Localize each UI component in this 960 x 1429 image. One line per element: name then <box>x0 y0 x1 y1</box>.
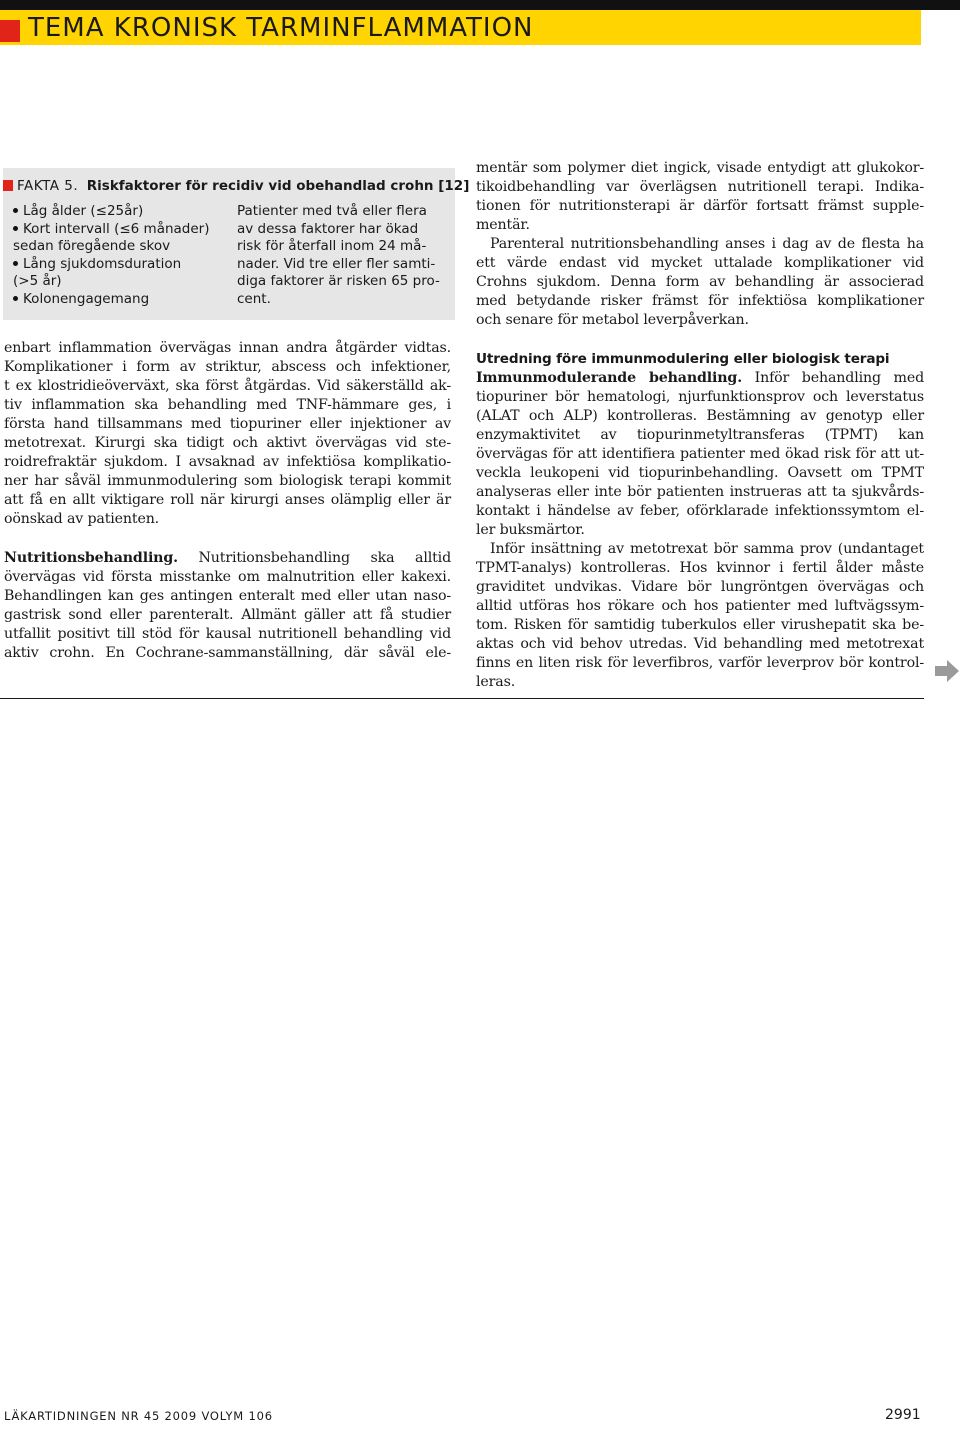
paragraph-nutrition: Nutritionsbehandling. Nutritionsbehandling ska alltid <box>4 550 451 566</box>
arrow-right-icon <box>933 657 960 685</box>
list-item: Kolonengagemang <box>13 291 210 309</box>
page-number: 2991 <box>885 1407 921 1423</box>
list-item: Låg ålder (≤25år) <box>13 203 210 221</box>
header-marker <box>0 20 20 42</box>
top-rule <box>0 0 960 10</box>
section-title: TEMA KRONISK TARMINFLAMMATION <box>28 13 534 43</box>
fact-box <box>3 168 470 320</box>
fact-label: FAKTA 5. <box>17 178 79 194</box>
divider <box>0 698 924 699</box>
section-header <box>0 10 921 45</box>
fact-box-note: Patienter med två eller flera av dessa faktorer har ökad risk för återfall inom 24 må- nader. Vid tre eller fler samti- diga faktorer är risken 65 pro- cent. <box>237 203 440 307</box>
body-column-left: enbart inflammation övervägas innan andra åtgärder vidtas. Komplikationer i form av striktur, abscess och infektioner, t ex klostridieöverväxt, ska först åtgärdas. Vid säkerställd ak- tiv inflammation ska behandling med TNF-hämmare ges, i första hand tillsammans med tiopuriner eller injektioner av metotrexat. Kirurgi ska tidigt och aktivt övervägas vid ste- roidrefraktär sjukdom. I avsaknad av infektiösa komplikatio- ner har såväl immunmodulering som biologisk terapi kommit att få en allt viktigare roll när kirurgi anses olämplig eller är oönskad av patienten. Nutritionsbehandling. Nutritionsbehandling ska alltid övervägas vid första misstanke om malnutrition eller kakexi. Behandlingen kan ges antingen enteralt med eller utan naso- gastrisk sond eller parenteralt. Allmänt gäller att få studier utfallit positivt till stöd för kausal nutritionell behandling vid aktiv crohn. En Cochrane-sammanställning, där såväl ele- <box>4 340 451 661</box>
run-in-heading: Immunmodulerande behandling. <box>476 370 742 386</box>
bullet-icon <box>13 226 18 231</box>
fact-box-heading <box>3 178 469 194</box>
list-item: Kort intervall (≤6 månader) <box>13 221 210 239</box>
paragraph-immunomodulation: Immunmodulerande behandling. Inför behandling med <box>476 370 924 386</box>
fact-title: Riskfaktorer för recidiv vid obehandlad crohn [12] <box>86 178 470 194</box>
risk-factor-list <box>13 203 210 308</box>
fact-marker <box>3 180 13 191</box>
run-in-heading: Nutritionsbehandling. <box>4 550 178 566</box>
footer-journal: LÄKARTIDNINGEN NR 45 2009 VOLYM 106 <box>4 1409 273 1423</box>
list-item-continuation: (>5 år) <box>13 273 62 289</box>
list-item: Lång sjukdomsduration <box>13 256 210 274</box>
body-column-right: mentär som polymer diet ingick, visade entydigt att glukokor- tikoidbehandling var överlägsen nutritionell terapi. Indika- tionen för nutritionsterapi är därför fortsatt främst supple- mentär. Parenteral nutritionsbehandling anses i dag av de flesta ha ett värde endast vid mycket uttalade komplikationer vid Crohns sjukdom. Denna form av behandling är associerad med betydande risker främst för infektiösa komplikationer och senare för metabol leverpåverkan. Utredning före immunmodulering eller biologisk terapi Immunmodulerande behandling. Inför behandling med tiopuriner bör hematologi, njurfunktionsprov och leverstatus (ALAT och ALP) kontrolleras. Bestämning av genotyp eller enzymaktivitet av tiopurinmetyltransferas (TPMT) kan övervägas för att identifiera patienter med ökad risk för att ut- veckla leukopeni vid tiopurinbehandling. Oavsett om TPMT analyseras eller inte bör patienten instrueras att ta sjukvårds- kontakt i händelse av feber, oförklarade infektionssymtom el- ler buksmärtor. Inför insättning av metotrexat bör samma prov (undantaget TPMT-analys) kontrolleras. Hos kvinnor i fertil ålder måste graviditet undvikas. Vidare bör lungröntgen övervägas och alltid utföras hos rökare och hos patienter med luftvägssym- tom. Risken för samtidig tuberkulos eller virushepatit ska be- aktas och vid behov utredas. Vid behandling med metotrexat finns en liten risk för leverfibros, varför leverprov bör kontrol- leras. <box>476 160 924 690</box>
bullet-icon <box>13 296 18 301</box>
subheading: Utredning före immunmodulering eller biologisk terapi <box>476 351 890 367</box>
bullet-icon <box>13 208 18 213</box>
bullet-icon <box>13 261 18 266</box>
list-item-continuation: sedan föregående skov <box>13 238 171 254</box>
